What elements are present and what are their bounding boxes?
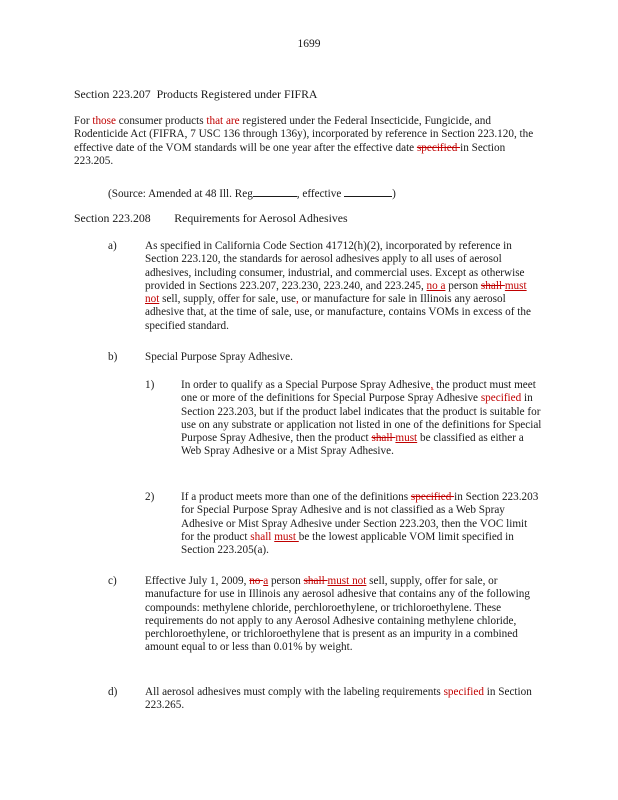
item-c-label: c) (108, 575, 117, 587)
item-b-label: b) (108, 351, 118, 363)
section-207-paragraph: For those consumer products that are registered under the Federal Insecticide, Fungicide, and Rodenticide Act (FIFRA, 7 USC 136 through 136y), incorporated by reference in Section 223.120, the effective date of the VOM standards will be one year after the effective date specified in Section 223.205. (74, 115, 534, 167)
item-d-label: d) (108, 686, 118, 698)
item-a-label: a) (108, 240, 117, 252)
item-a-text: As specified in California Code Section 41712(h)(2), incorporated by reference in Section 223.120, the standards for aerosol adhesives apply to all uses of aerosol adhesives, including consumer, industrial, and commercial uses. Except as otherwise provided in Sections 223.207, 223.230, 223.240, and 223.245, no a person shall must not sell, supply, offer for sale, use, or manufacture for sale in Illinois any aerosol adhesive that, at the time of sale, use, or manufacture, contains VOMs in excess of the specified standard. (145, 240, 531, 332)
item-b-title: Special Purpose Spray Adhesive. (145, 351, 293, 363)
source-note: (Source: Amended at 48 Ill. Reg , effective ) (108, 188, 396, 200)
item-b1-label: 1) (145, 379, 155, 391)
page-number: 1699 (297, 38, 321, 50)
item-b2-text: If a product meets more than one of the definitions specified in Section 223.203 for Special Purpose Spray Adhesive and is not classified as a Web Spray Adhesive or Mist Spray Adhesive under Section 223.203, then the VOC limit for the product shall must be the lowest applicable VOM limit specified in Section 223.205(a). (181, 491, 539, 557)
item-b2-label: 2) (145, 491, 155, 503)
item-c-text: Effective July 1, 2009, no a person shall must not sell, supply, offer for sale, or manufacture for use in Illinois any aerosol adhesive that contains any of the following compounds: methylene chloride, perchloroethylene, or trichloroethylene. These requirements do not apply to any Aerosol Adhesive containing methylene chloride, perchloroethylene, or trichloroethylene that is present as an impurity in a combined amount equal to or less than 0.01% by weight. (145, 575, 530, 654)
section-208-heading: Section 223.208 Requirements for Aerosol Adhesives (74, 211, 348, 225)
section-207-heading: Section 223.207 Products Registered under FIFRA (74, 87, 318, 101)
item-d-text: All aerosol adhesives must comply with the labeling requirements specified in Section 223.265. (145, 686, 532, 712)
item-b1-text: In order to qualify as a Special Purpose Spray Adhesive, the product must meet one or more of the definitions for Special Purpose Spray Adhesive specified in Section 223.203, but if the product label indicates that the product is suitable for use on any substrate or application not listed in one of the definitions for Special Purpose Spray Adhesive, then the product shall must be classified as either a Web Spray Adhesive or a Mist Spray Adhesive. (181, 379, 542, 458)
